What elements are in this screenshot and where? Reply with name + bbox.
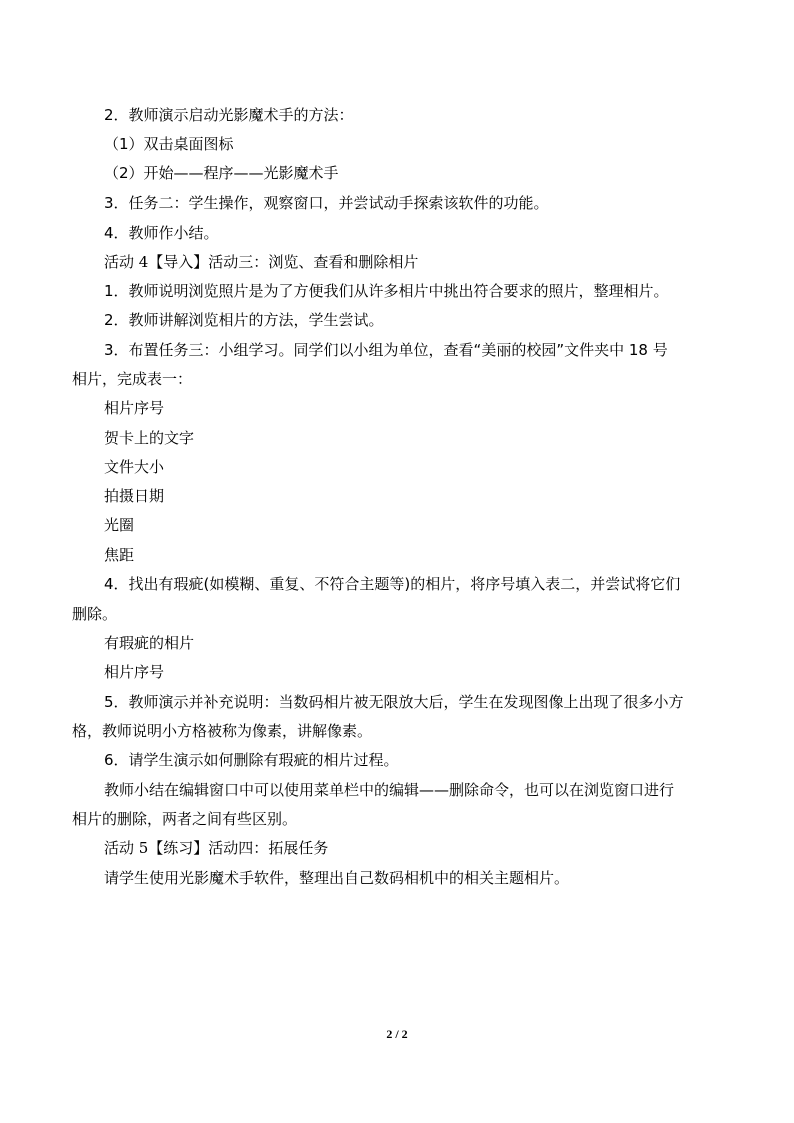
- text-line: 1．教师说明浏览照片是为了方便我们从许多相片中挑出符合要求的照片，整理相片。: [104, 282, 669, 300]
- text-line: 3．布置任务三：小组学习。同学们以小组为单位，查看“美丽的校园”文件夹中 18 号: [104, 341, 668, 359]
- activity-heading: 活动 5【练习】活动四：拓展任务: [104, 839, 329, 857]
- table-item: 拍摄日期: [104, 487, 165, 505]
- table-item: 相片序号: [104, 663, 165, 681]
- text-line: 3．任务二：学生操作，观察窗口，并尝试动手探索该软件的功能。: [104, 194, 549, 212]
- table-item: 光圈: [104, 516, 135, 534]
- table-item: 焦距: [104, 546, 135, 564]
- table-item: 相片序号: [104, 399, 165, 417]
- text-line: 4．教师作小结。: [104, 224, 219, 242]
- text-line: 相片的删除，两者之间有些区别。: [72, 810, 298, 828]
- text-line: （2）开始——程序——光影魔术手: [104, 164, 339, 182]
- text-line: 5．教师演示并补充说明：当数码相片被无限放大后，学生在发现图像上出现了很多小方: [104, 693, 684, 711]
- text-line: 请学生使用光影魔术手软件，整理出自己数码相机中的相关主题相片。: [104, 869, 570, 887]
- text-line: 2．教师讲解浏览相片的方法，学生尝试。: [104, 311, 384, 329]
- table-item: 文件大小: [104, 458, 165, 476]
- text-line: 2．教师演示启动光影魔术手的方法：: [104, 106, 354, 124]
- activity-heading: 活动 4【导入】活动三：浏览、查看和删除相片: [104, 253, 419, 271]
- text-line: 格，教师说明小方格被称为像素，讲解像素。: [72, 722, 373, 740]
- text-line: 相片，完成表一：: [72, 370, 193, 388]
- text-line: 删除。: [72, 605, 118, 623]
- table-item: 贺卡上的文字: [104, 429, 195, 447]
- page-number: 2 / 2: [386, 1027, 408, 1041]
- text-line: 4．找出有瑕疵(如模糊、重复、不符合主题等)的相片，将序号填入表二，并尝试将它们: [104, 575, 681, 593]
- table-item: 有瑕疵的相片: [104, 634, 195, 652]
- text-line: 6．请学生演示如何删除有瑕疵的相片过程。: [104, 751, 399, 769]
- text-line: 教师小结在编辑窗口中可以使用菜单栏中的编辑——删除命令，也可以在浏览窗口进行: [104, 781, 675, 799]
- text-line: （1）双击桌面图标: [104, 135, 234, 153]
